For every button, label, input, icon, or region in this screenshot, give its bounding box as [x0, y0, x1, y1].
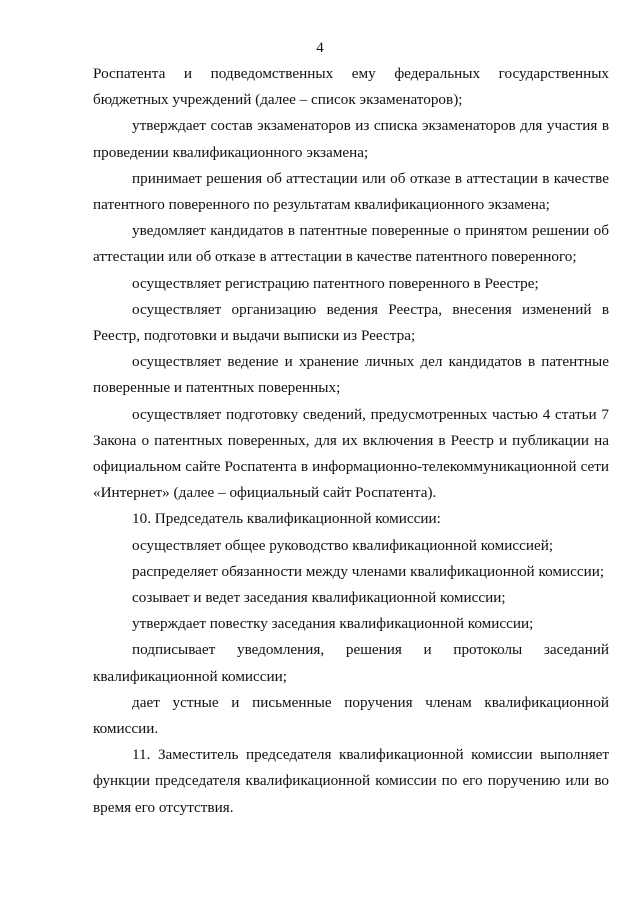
paragraph-list-continuation: Роспатента и подведомственных ему федеральных государственных бюджетных учреждений (далее – список экзаменаторов);: [93, 65, 609, 109]
paragraph-give-instructions: дает устные и письменные поручения членам квалификационной комиссии.: [93, 693, 609, 738]
paragraph-registry-management: осуществляет организацию ведения Реестра, внесения изменений в Реестр, подготовки и выдачи выписки из Реестра;: [93, 300, 609, 345]
paragraph-registration: осуществляет регистрацию патентного поверенного в Реестре;: [132, 274, 539, 292]
paragraph-information-preparation: осуществляет подготовку сведений, предусмотренных частью 4 статьи 7 Закона о патентных поверенных, для их включения в Реестр и публикации на официальном сайте Роспатента в информационно-телекоммуникационной сети «Интернет» (далее – официальный сайт Роспатента).: [93, 405, 609, 502]
document-body: [93, 61, 609, 821]
paragraph-general-management: осуществляет общее руководство квалификационной комиссией;: [132, 536, 554, 554]
paragraph-sign-documents: подписывает уведомления, решения и протоколы заседаний квалификационной комиссии;: [93, 641, 609, 685]
paragraph-distribute-duties: распределяет обязанности между членами квалификационной комиссии;: [132, 562, 605, 580]
paragraph-notify-candidates: уведомляет кандидатов в патентные поверенные о принятом решении об аттестации или об отказе в аттестации в качестве патентного поверенного;: [93, 222, 609, 266]
paragraph-approve-agenda: утверждает повестку заседания квалификационной комиссии;: [132, 615, 534, 633]
paragraph-approve-examiners: утверждает состав экзаменаторов из списка экзаменаторов для участия в проведении квалификационного экзамена;: [93, 117, 609, 161]
paragraph-convene-meetings: созывает и ведет заседания квалификационной комиссии;: [132, 589, 506, 607]
section-10-heading: 10. Председатель квалификационной комиссии:: [132, 510, 441, 528]
paragraph-personal-files: осуществляет ведение и хранение личных дел кандидатов в патентные поверенные и патентных поверенных;: [93, 353, 609, 397]
paragraph-attestation-decisions: принимает решения об аттестации или об отказе в аттестации в качестве патентного поверенного по результатам квалификационного экзамена;: [93, 169, 609, 214]
page-number: 4: [316, 40, 324, 56]
section-11-paragraph: 11. Заместитель председателя квалификационной комиссии выполняет функции председателя квалификационной комиссии по его поручению или во время его отсутствия.: [93, 746, 609, 816]
